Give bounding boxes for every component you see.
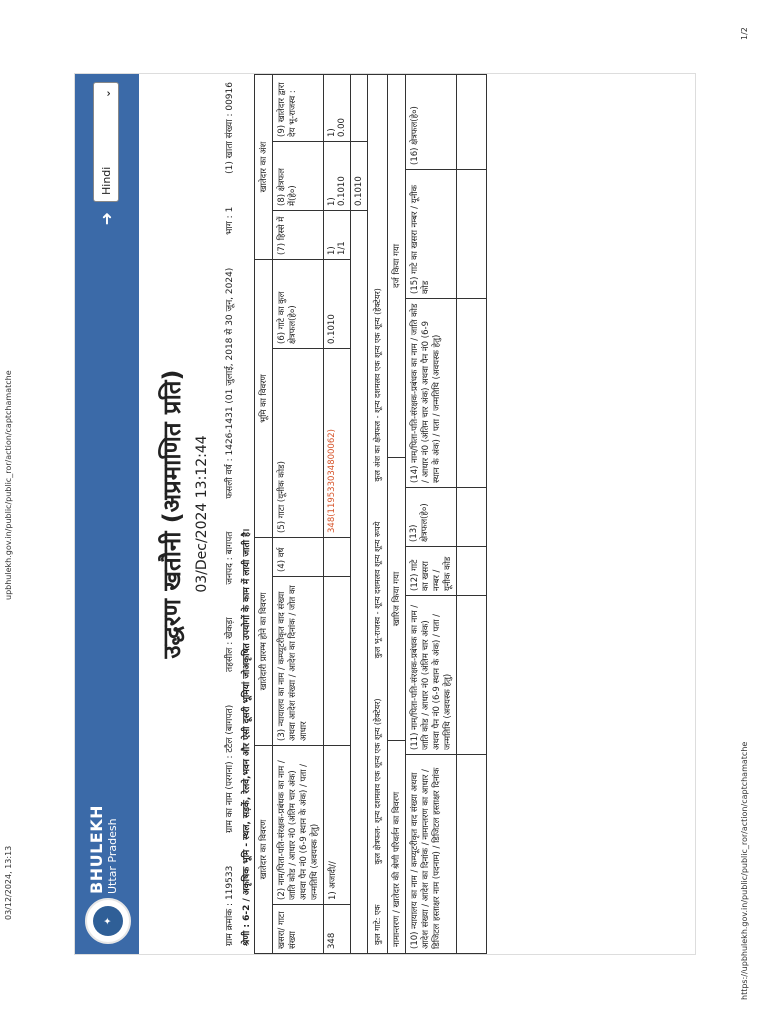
blank-cell xyxy=(457,170,487,299)
col-entered-area: (16) क्षेत्रफल(हे०) xyxy=(406,75,457,170)
col-year: (4) वर्ष xyxy=(273,538,324,577)
language-value: Hindi xyxy=(99,166,113,195)
state-emblem-logo xyxy=(85,898,131,944)
struck-title: खारिज किया गया xyxy=(388,457,405,740)
blank-cell xyxy=(457,488,487,547)
share-value: 1/1 xyxy=(337,241,347,255)
print-url-top: upbhulekh.gov.in/public/public_ror/action/captchamatche xyxy=(4,370,13,600)
print-datetime: 03/12/2024, 13:13 xyxy=(4,845,13,920)
village-code: ग्राम क्रमांक : 119533 xyxy=(225,865,235,946)
mutation-title: नामान्तरण / खातेदार की श्रेणी परिवर्तन का विवरण xyxy=(388,740,405,953)
fasli-year: फसली वर्ष : 1426-1431 (01 जुलाई, 2018 से 30 जून, 2024) xyxy=(225,267,235,499)
revenue-index: 1) xyxy=(327,128,337,137)
group-land: भूमि का विवरण xyxy=(255,260,273,538)
cell-gata-link[interactable]: 348(119533034800062) xyxy=(324,349,351,538)
revenue-value: 0.00 xyxy=(337,118,347,137)
print-page-number: 1/2 xyxy=(740,27,749,40)
total-area: कुल क्षेत्रफल- शून्य दशमलव एक शून्य एक शून्य (हेक्टेयर) xyxy=(373,698,382,865)
blank-cell xyxy=(457,596,487,755)
col-entered-khasra: (15) गाटे का खसरा नम्बर / यूनीक कोड xyxy=(406,170,457,299)
mutation-table xyxy=(405,74,487,954)
group-share: खातेदार का अंश xyxy=(255,75,273,260)
total-share-area: कुल अंश का क्षेत्रफल - शून्य दशमलव एक शून्य एक शून्य (हेक्टेयर) xyxy=(373,288,382,482)
col-struck-name: (11) नाम/पिता-पति-संरक्षक-प्रबंधक का नाम / जाति कोड / आधार नं0 (अंतिम चार अंक) अथवा पैन नं0 (6-9 स्थान के अंक) / पता / जन्मतिथि (अवयस्क हेतु) xyxy=(406,596,457,755)
col-gata: (5) गाटा (यूनीक कोड) xyxy=(273,349,324,538)
part: भाग : 1 xyxy=(225,206,235,235)
group-holder: खातेदार का विवरण xyxy=(255,746,273,954)
print-url-bottom: https://upbhulekh.gov.in/public/public_ror/action/captchamatche xyxy=(740,741,749,1000)
share-index: 1) xyxy=(327,246,337,255)
col-revenue: (9) खातेदार द्वारा देय भू-राजस्व : xyxy=(273,75,324,142)
cell-revenue xyxy=(324,75,351,142)
col-court: (3) न्यायालय का नाम / कम्प्यूटरीकृत वाद संख्या अथवा आदेश संख्या / आदेश का दिनांक / जोत का आधार xyxy=(273,577,324,746)
col-struck-area: (13) क्षेत्रफल(हे०) xyxy=(406,488,457,547)
district: जनपद : बागपत xyxy=(225,531,235,585)
land-category: श्रेणी : 6-2 / अकृषिक भूमि - स्थल, सड़कें, रेलवे,भवन और ऐसी दूसरी भूमियां जोअकृषित उपयोगों के काम में लायी जाती है। xyxy=(242,528,252,946)
khata-number: (1) खाता संख्या : 00916 xyxy=(225,82,235,174)
cell-total-area: 0.1010 xyxy=(324,260,351,349)
chevron-down-icon: ⌄ xyxy=(99,89,113,99)
brand xyxy=(87,805,119,894)
blank-cell xyxy=(457,547,487,596)
area-total: 0.1010 xyxy=(351,142,368,211)
cell-share xyxy=(324,211,351,260)
blank-cell xyxy=(457,75,487,170)
village-name: ग्राम का नाम (परगना) : टटैल (बागपत) xyxy=(225,704,235,833)
document-page xyxy=(74,73,696,955)
blank-cell xyxy=(457,755,487,954)
cell-name: 1) अजादी// xyxy=(324,746,351,905)
meta-row xyxy=(210,74,237,954)
col-khasra: खसरा/ गाटा संख्या xyxy=(273,905,324,954)
area-index: 1) xyxy=(327,197,337,206)
cell-khasra: 348 xyxy=(324,905,351,954)
emblem-icon: ✦ xyxy=(93,906,123,936)
blank-cell xyxy=(351,75,368,142)
site-header xyxy=(75,74,139,954)
col-entered-name: (14) नाम/पिता-पति-संरक्षक-प्रबंधक का नाम / जाति कोड / आधार नं0 (अंतिम चार अंक) अथवा पैन नं0 (6-9 स्थान के अंक) / पता / जन्मतिथि (अवयस्क हेतु) xyxy=(406,299,457,488)
cell-area xyxy=(324,142,351,211)
col-struck-khasra: (12) गाटे का खसरा नम्बर / यूनीक कोड xyxy=(406,547,457,596)
col-share: (7) हिस्से में xyxy=(273,211,324,260)
col-mutation-court: (10) न्यायालय का नाम / कम्प्यूटरीकृत वाद संख्या अथवा आदेश संख्या / आदेश का दिनांक / नामान्तरण का आधार / डिजिटल हस्ताक्षर नाम (पदनाम) / डिजिटल हस्ताक्षर दिनांक xyxy=(406,755,457,954)
totals-row xyxy=(368,74,387,954)
group-start: खातेदारी प्रारम्भ होने का विवरण xyxy=(255,538,273,746)
total-plots: कुल गाटे: एक xyxy=(373,904,382,945)
brand-name: BHULEKH xyxy=(87,805,106,894)
total-revenue: कुल भू-राजस्व - शून्य दशमलव शून्य शून्य रूपये xyxy=(373,521,382,659)
language-select[interactable] xyxy=(93,82,119,202)
area-value: 0.1010 xyxy=(337,176,347,206)
document-date: 03/Dec/2024 13:12:44 xyxy=(194,435,210,593)
col-area: (8) क्षेत्रफल में(हे०) xyxy=(273,142,324,211)
col-total-area: (6) गाटे का कुल क्षेत्रफल(हे०) xyxy=(273,260,324,349)
page-title: उद्धरण खतौनी (अप्रमाणित प्रति) xyxy=(158,369,186,659)
brand-state: Uttar Pradesh xyxy=(106,818,119,894)
khatauni-table xyxy=(254,74,368,954)
tehsil: तहसील : खेकड़ा xyxy=(225,617,235,673)
blank-cell xyxy=(351,211,368,954)
blank-cell xyxy=(457,299,487,488)
back-arrow-icon[interactable]: ➜ xyxy=(97,212,116,226)
cell-year xyxy=(324,538,351,577)
mutation-section-header xyxy=(387,74,405,954)
entered-title: दर्ज किया गया xyxy=(392,244,402,289)
table-row xyxy=(324,75,351,954)
cell-court xyxy=(324,577,351,746)
col-name: (2) नाम/पिता-पति-संरक्षक-प्रबंधक का नाम / जाति कोड / आधार नं0 (अंतिम चार अंक) अथवा पैन नं0 (6-9 स्थान के अंक) / पता / जन्मतिथि (अवयस्क हेतु) xyxy=(273,746,324,905)
